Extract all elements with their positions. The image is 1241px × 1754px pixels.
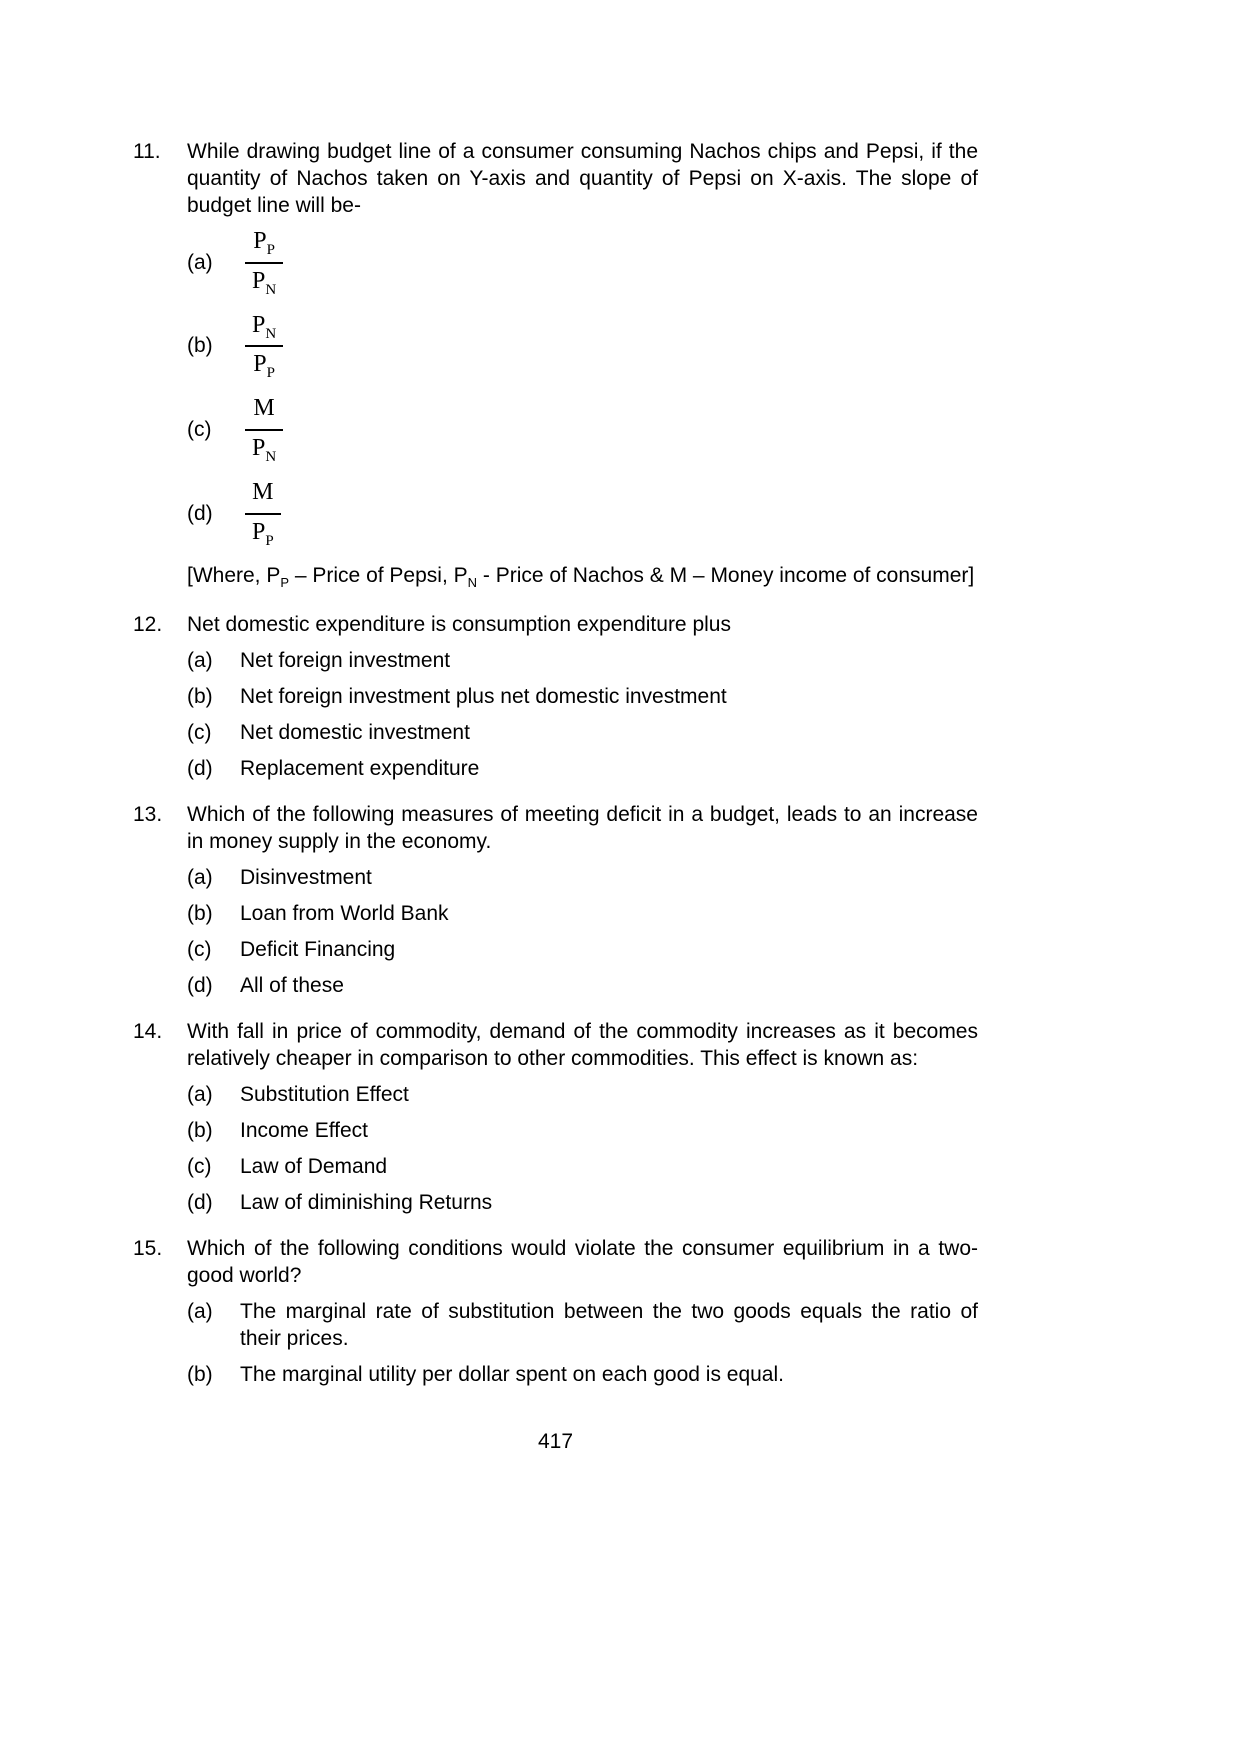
question-14-option-b <box>187 1117 978 1144</box>
option-label: (c) <box>187 937 212 961</box>
fraction-numerator <box>245 312 283 348</box>
question-11 <box>133 138 978 601</box>
question-15-option-b <box>187 1361 978 1388</box>
option-label: (d) <box>187 1190 213 1214</box>
denominator-subscript: N <box>265 448 277 465</box>
note-text: - Price of Nachos & M – Money income of consumer] <box>477 564 975 588</box>
question-11-option-b <box>187 312 978 382</box>
question-13-text: Which of the following measures of meeting deficit in a budget, leads to an increase in money supply in the economy. <box>187 802 978 853</box>
note-subscript: P <box>280 575 290 591</box>
option-text: All of these <box>240 973 344 997</box>
question-11-body <box>187 138 978 601</box>
question-15 <box>133 1235 978 1397</box>
option-label: (c) <box>187 417 212 441</box>
question-14-number: 14. <box>133 1019 163 1043</box>
question-11-option-c <box>187 395 978 465</box>
question-13-option-b <box>187 900 978 927</box>
question-14-option-c <box>187 1153 978 1180</box>
option-label: (a) <box>187 865 213 889</box>
option-label: (d) <box>187 973 213 997</box>
numerator-subscript: P <box>266 241 275 258</box>
question-13-option-d <box>187 972 978 999</box>
question-15-body <box>187 1235 978 1397</box>
numerator-base: M <box>253 395 275 422</box>
option-text: Net foreign investment <box>240 648 451 672</box>
option-label: (b) <box>187 1362 213 1386</box>
question-12-option-a <box>187 647 978 674</box>
option-text: Net domestic investment <box>240 720 470 744</box>
denominator-base: P <box>252 518 266 545</box>
question-12-option-b <box>187 683 978 710</box>
question-12-text: Net domestic expenditure is consumption expenditure plus <box>187 612 731 636</box>
fraction-numerator <box>245 479 281 515</box>
option-text: Law of Demand <box>240 1154 388 1178</box>
fraction <box>245 312 283 382</box>
option-label: (a) <box>187 250 213 274</box>
question-12-option-d <box>187 755 978 782</box>
question-14 <box>133 1018 978 1225</box>
question-12-body <box>187 611 978 791</box>
fraction <box>245 479 281 549</box>
denominator-base: P <box>253 351 267 378</box>
question-15-text: Which of the following conditions would violate the consumer equilibrium in a two-good world? <box>187 1236 978 1287</box>
numerator-subscript: N <box>265 325 277 342</box>
note-subscript: N <box>467 575 478 591</box>
question-14-option-a <box>187 1081 978 1108</box>
option-label: (a) <box>187 1082 213 1106</box>
option-text: Substitution Effect <box>240 1082 409 1106</box>
fraction-denominator <box>245 431 283 465</box>
option-text: Replacement expenditure <box>240 756 480 780</box>
option-text: The marginal utility per dollar spent on each good is equal. <box>240 1362 784 1386</box>
option-text: Deficit Financing <box>240 937 396 961</box>
option-label: (c) <box>187 1154 212 1178</box>
question-13-body <box>187 801 978 1008</box>
option-text: Loan from World Bank <box>240 901 449 925</box>
option-label: (d) <box>187 756 213 780</box>
option-label: (b) <box>187 334 213 358</box>
option-text: Law of diminishing Returns <box>240 1190 493 1214</box>
question-11-number: 11. <box>133 140 161 163</box>
question-14-text: With fall in price of commodity, demand of the commodity increases as it becomes relatively cheaper in comparison to other commodities. This effect is known as: <box>187 1019 978 1070</box>
denominator-base: P <box>252 267 266 294</box>
option-label: (a) <box>187 1299 213 1323</box>
question-13-options <box>187 864 978 999</box>
option-text: Income Effect <box>240 1118 369 1142</box>
numerator-base: P <box>253 228 267 254</box>
question-list <box>133 138 978 1407</box>
denominator-base: P <box>252 434 266 461</box>
option-label: (c) <box>187 720 212 744</box>
question-14-option-d <box>187 1189 978 1216</box>
question-15-option-a <box>187 1298 978 1352</box>
question-12-option-c <box>187 719 978 746</box>
question-12 <box>133 611 978 791</box>
question-13 <box>133 801 978 1008</box>
question-11-option-a <box>187 228 978 298</box>
page-number: 417 <box>537 1430 574 1453</box>
question-15-options <box>187 1298 978 1388</box>
option-label: (b) <box>187 684 213 708</box>
question-13-option-a <box>187 864 978 891</box>
question-12-number: 12. <box>133 612 163 636</box>
option-label: (b) <box>187 1118 213 1142</box>
denominator-subscript: N <box>265 281 277 298</box>
question-12-options <box>187 647 978 782</box>
fraction-denominator <box>245 264 283 298</box>
numerator-base: M <box>252 478 274 505</box>
question-15-number: 15. <box>133 1236 163 1260</box>
question-11-text: While drawing budget line of a consumer consuming Nachos chips and Pepsi, if the quantity of Nachos taken on Y-axis and quantity of Pepsi on X-axis. The slope of budget line will be- <box>187 140 978 217</box>
numerator-base: P <box>252 311 266 338</box>
option-label: (d) <box>187 501 213 525</box>
option-text: Net foreign investment plus net domestic investment <box>240 684 727 708</box>
fraction <box>245 395 283 465</box>
fraction <box>245 228 283 298</box>
fraction-numerator <box>245 395 283 431</box>
fraction-denominator <box>245 347 283 381</box>
fraction-numerator <box>245 228 283 264</box>
option-text: The marginal rate of substitution between the two goods equals the ratio of their prices. <box>240 1299 978 1350</box>
question-11-option-d <box>187 479 978 549</box>
note-text: [Where, P <box>187 564 281 588</box>
option-text: Disinvestment <box>240 865 372 889</box>
question-13-option-c <box>187 936 978 963</box>
question-13-number: 13. <box>133 802 163 826</box>
question-14-options <box>187 1081 978 1216</box>
option-label: (a) <box>187 648 213 672</box>
question-14-body <box>187 1018 978 1225</box>
option-label: (b) <box>187 901 213 925</box>
question-11-note <box>187 562 978 596</box>
note-text: – Price of Pepsi, P <box>289 564 468 588</box>
denominator-subscript: P <box>265 532 274 549</box>
fraction-denominator <box>245 515 281 549</box>
denominator-subscript: P <box>266 365 275 382</box>
